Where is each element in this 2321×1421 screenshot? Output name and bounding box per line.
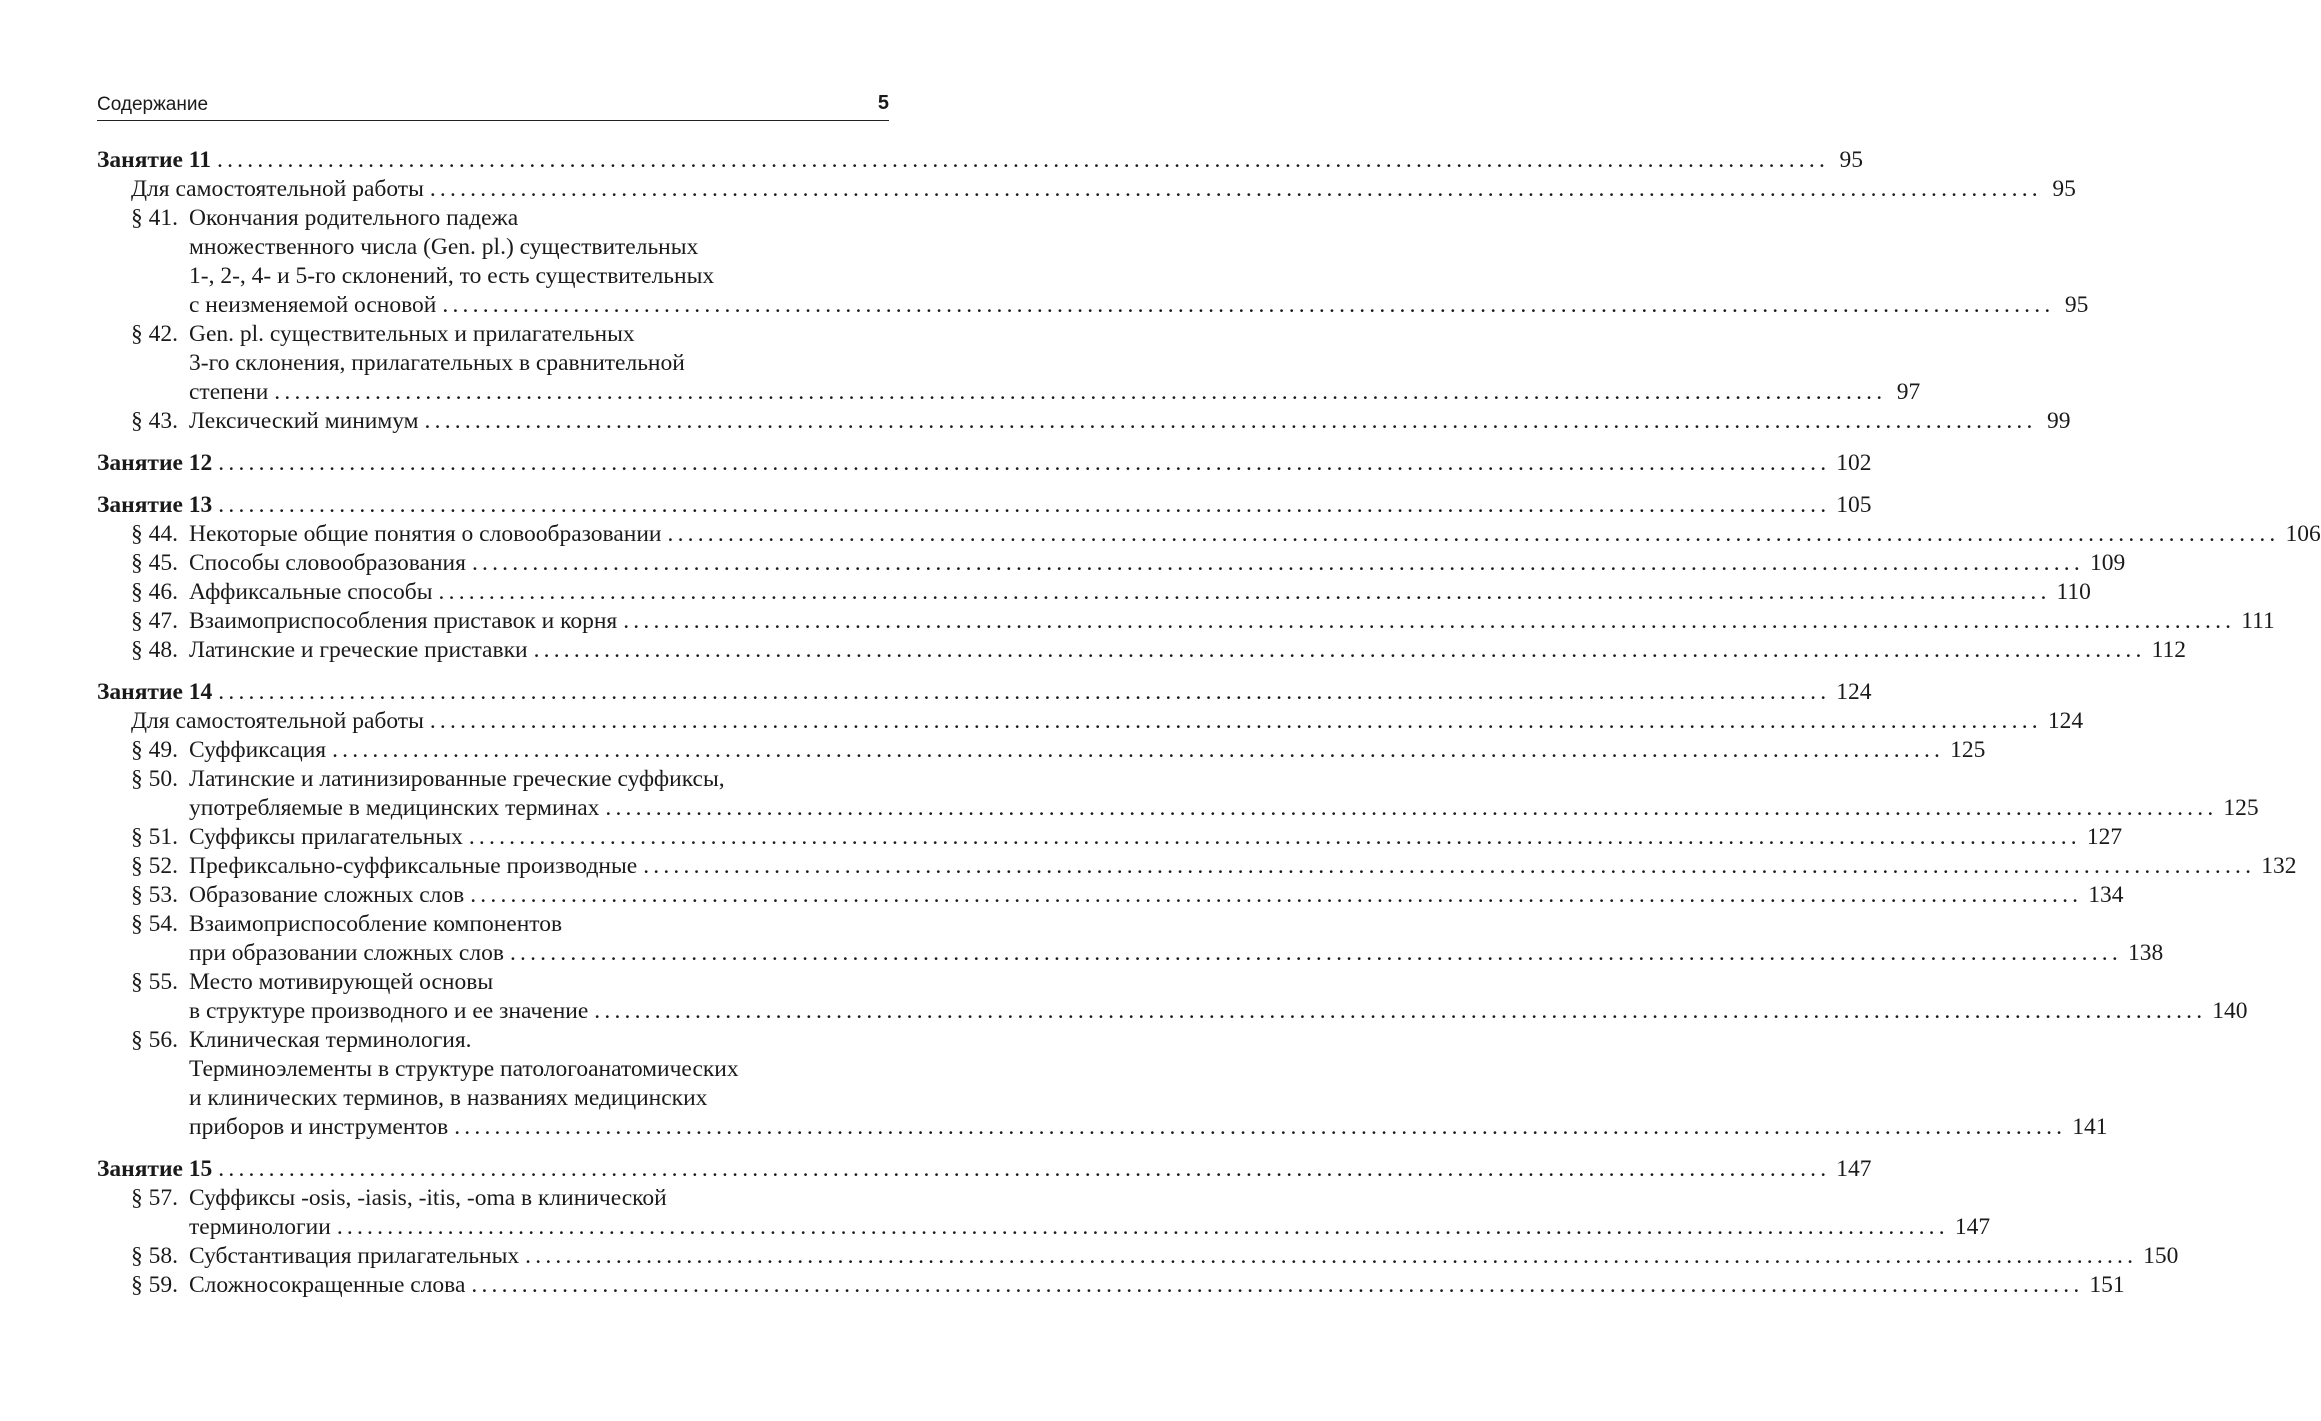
entry-page-number: 141: [2072, 1114, 2108, 1140]
entry-text: Занятие 11: [97, 147, 212, 173]
section-number: § 53.: [131, 882, 178, 908]
toc-section[interactable]: [97, 578, 2091, 607]
entry-page-number: 134: [2088, 882, 2124, 908]
toc-lesson[interactable]: [97, 146, 1864, 175]
toc-section[interactable]: [97, 881, 2124, 910]
dot-leader: ................................................................................................................................................................: [594, 998, 2207, 1024]
entry-text: Латинские и греческие приставки: [189, 637, 528, 663]
dot-leader: ................................................................................................................................................................: [438, 579, 2051, 605]
section-number: § 47.: [131, 608, 178, 634]
entry-page-number: 95: [2052, 176, 2076, 202]
section-number: § 51.: [131, 824, 178, 850]
entry-page-number: 109: [2089, 550, 2126, 576]
entry-page-number: 125: [2223, 795, 2259, 821]
section-number: § 56.: [131, 1027, 178, 1053]
entry-text: Терминоэлементы в структуре патологоанатомических: [189, 1056, 739, 1082]
entry-page-number: 132: [2261, 853, 2297, 879]
dot-leader: ................................................................................................................................................................: [424, 408, 2037, 434]
entry-text: Взаимоприспособления приставок и корня: [189, 608, 618, 634]
dot-leader: ................................................................................................................................................................: [533, 637, 2146, 663]
entry-text: Латинские и латинизированные греческие суффиксы,: [189, 766, 725, 792]
running-header: [97, 92, 889, 121]
entry-page-number: 127: [2086, 824, 2123, 850]
entry-text: Для самостоятельной работы: [131, 708, 424, 734]
toc-section[interactable]: [97, 549, 2126, 578]
entry-text: Суффиксация: [189, 737, 327, 763]
toc-section[interactable]: [97, 320, 1921, 407]
section-number: § 52.: [131, 853, 178, 879]
dot-leader: ................................................................................................................................................................: [218, 450, 1831, 476]
toc-section[interactable]: [97, 1026, 2108, 1142]
toc-section[interactable]: [97, 407, 2071, 436]
toc-section[interactable]: [97, 1242, 2179, 1271]
toc-section[interactable]: [97, 520, 2321, 549]
section-number: § 42.: [131, 321, 178, 347]
dot-leader: ................................................................................................................................................................: [442, 292, 2055, 318]
section-number: § 49.: [131, 737, 178, 763]
dot-leader: ................................................................................................................................................................: [605, 795, 2218, 821]
toc-section[interactable]: [97, 968, 2248, 1026]
entry-text: употребляемые в медицинских терминах: [189, 795, 600, 821]
toc-subentry[interactable]: [97, 707, 2084, 736]
entry-text: Окончания родительного падежа: [189, 205, 519, 231]
toc-section[interactable]: [97, 1271, 2125, 1300]
entry-text: приборов и инструментов: [189, 1114, 449, 1140]
toc-section[interactable]: [97, 736, 1986, 765]
toc-subentry[interactable]: [97, 175, 2076, 204]
dot-leader: ................................................................................................................................................................: [218, 492, 1831, 518]
section-number: § 54.: [131, 911, 178, 937]
entry-text: Способы словообразования: [189, 550, 466, 576]
dot-leader: ................................................................................................................................................................: [332, 737, 1945, 763]
dot-leader: ................................................................................................................................................................: [470, 882, 2083, 908]
entry-text: Субстантивация прилагательных: [189, 1243, 520, 1269]
entry-text: и клинических терминов, в названиях медицинских: [189, 1085, 708, 1111]
dot-leader: ................................................................................................................................................................: [454, 1114, 2067, 1140]
section-number: § 46.: [131, 579, 178, 605]
toc-section[interactable]: [97, 636, 2186, 665]
toc-section[interactable]: [97, 852, 2297, 881]
entry-text: при образовании сложных слов: [189, 940, 504, 966]
entry-text: Префиксально-суффиксальные производные: [189, 853, 638, 879]
toc-lesson[interactable]: [97, 449, 1872, 478]
entry-page-number: 111: [2241, 608, 2275, 634]
toc-section[interactable]: [97, 1184, 1991, 1242]
toc-section[interactable]: [97, 607, 2275, 636]
entry-text: Место мотивирующей основы: [189, 969, 494, 995]
entry-page-number: 110: [2056, 579, 2091, 605]
entry-page-number: 125: [1950, 737, 1986, 763]
entry-page-number: 95: [1839, 147, 1864, 173]
entry-text: Сложносокращенные слова: [189, 1272, 466, 1298]
toc-lesson[interactable]: [97, 1155, 1872, 1184]
section-number: § 55.: [131, 969, 178, 995]
entry-page-number: 150: [2143, 1243, 2179, 1269]
section-number: § 41.: [131, 205, 178, 231]
entry-text: Суффиксы -osis, -iasis, -itis, -oma в клинической: [189, 1185, 667, 1211]
entry-text: Суффиксы прилагательных: [189, 824, 463, 850]
entry-page-number: 151: [2089, 1272, 2125, 1298]
entry-text: Лексический минимум: [189, 408, 419, 434]
section-number: § 48.: [131, 637, 178, 663]
entry-page-number: 124: [2047, 708, 2084, 734]
entry-text: Аффиксальные способы: [189, 579, 433, 605]
dot-leader: ................................................................................................................................................................: [468, 824, 2081, 850]
section-number: § 57.: [131, 1185, 178, 1211]
dot-leader: ................................................................................................................................................................: [525, 1243, 2138, 1269]
entry-text: с неизменяемой основой: [189, 292, 437, 318]
entry-text: Занятие 13: [97, 492, 213, 518]
dot-leader: ................................................................................................................................................................: [643, 853, 2256, 879]
entry-page-number: 112: [2151, 637, 2186, 663]
toc-lesson[interactable]: [97, 678, 1872, 707]
entry-text: Занятие 14: [97, 679, 213, 705]
entry-page-number: 102: [1836, 450, 1872, 476]
entry-text: множественного числа (Gen. pl.) существительных: [189, 234, 699, 260]
dot-leader: ................................................................................................................................................................: [429, 176, 2042, 202]
dot-leader: ................................................................................................................................................................: [471, 550, 2084, 576]
entry-text: терминологии: [189, 1214, 331, 1240]
entry-text: 3-го склонения, прилагательных в сравнительной: [189, 350, 685, 376]
entry-text: степени: [189, 379, 269, 405]
section-number: § 58.: [131, 1243, 178, 1269]
entry-text: в структуре производного и ее значение: [189, 998, 589, 1024]
header-title: Содержание: [97, 94, 209, 115]
entry-text: 1-, 2-, 4- и 5-го склонений, то есть существительных: [189, 263, 715, 289]
entry-text: Занятие 12: [97, 450, 213, 476]
entry-text: Gen. pl. существительных и прилагательных: [189, 321, 635, 347]
dot-leader: ................................................................................................................................................................: [429, 708, 2042, 734]
dot-leader: ................................................................................................................................................................: [509, 940, 2122, 966]
dot-leader: ................................................................................................................................................................: [217, 147, 1830, 173]
toc-lesson[interactable]: [97, 491, 1872, 520]
section-number: § 59.: [131, 1272, 178, 1298]
table-of-contents: [97, 146, 2321, 1300]
entry-text: Клиническая терминология.: [189, 1027, 472, 1053]
entry-text: Занятие 15: [97, 1156, 213, 1182]
entry-page-number: 99: [2047, 408, 2071, 434]
section-number: § 50.: [131, 766, 178, 792]
section-number: § 45.: [131, 550, 178, 576]
dot-leader: ................................................................................................................................................................: [623, 608, 2236, 634]
dot-leader: ................................................................................................................................................................: [471, 1272, 2084, 1298]
entry-page-number: 106: [2285, 521, 2321, 547]
dot-leader: ................................................................................................................................................................: [274, 379, 1887, 405]
entry-text: Образование сложных слов: [189, 882, 465, 908]
dot-leader: ................................................................................................................................................................: [218, 679, 1831, 705]
entry-page-number: 105: [1836, 492, 1872, 518]
entry-page-number: 147: [1954, 1214, 1991, 1240]
entry-text: Взаимоприспособление компонентов: [189, 911, 563, 937]
dot-leader: ................................................................................................................................................................: [336, 1214, 1949, 1240]
section-number: § 44.: [131, 521, 178, 547]
entry-page-number: 138: [2127, 940, 2164, 966]
entry-text: Для самостоятельной работы: [131, 176, 424, 202]
toc-section[interactable]: [97, 765, 2259, 823]
dot-leader: ................................................................................................................................................................: [667, 521, 2280, 547]
dot-leader: ................................................................................................................................................................: [218, 1156, 1831, 1182]
entry-page-number: 95: [2064, 292, 2089, 318]
entry-page-number: 97: [1896, 379, 1921, 405]
page-number: 5: [877, 92, 889, 114]
entry-page-number: 147: [1836, 1156, 1872, 1182]
toc-section[interactable]: [97, 910, 2164, 968]
toc-section[interactable]: [97, 204, 2089, 320]
section-number: § 43.: [131, 408, 178, 434]
toc-section[interactable]: [97, 823, 2123, 852]
entry-page-number: 140: [2212, 998, 2248, 1024]
entry-text: Некоторые общие понятия о словообразовании: [189, 521, 662, 547]
entry-page-number: 124: [1836, 679, 1872, 705]
